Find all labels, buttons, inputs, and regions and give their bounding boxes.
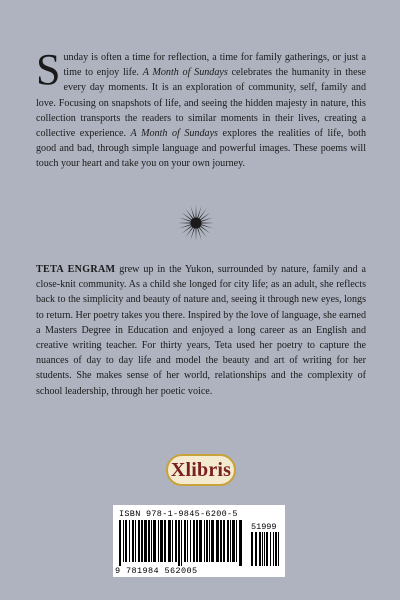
- book-blurb: [36, 45, 366, 172]
- barcode-number: 9 781984 562005: [115, 566, 198, 576]
- author-bio: [36, 262, 366, 399]
- publisher-logo: [166, 454, 236, 486]
- drop-cap: S: [36, 45, 61, 94]
- sun-ornament-icon: [176, 203, 216, 243]
- book-title-ref-1: A Month of Sundays: [142, 67, 228, 79]
- author-name: TETA ENGRAM: [36, 264, 116, 275]
- blurb-text-3: explores the realities of life, both good and bad, through simple language and powerful images. These poems will touch your heart and take you on your own journey.: [36, 128, 366, 170]
- isbn-barcode: [113, 505, 285, 577]
- book-title-ref-2: A Month of Sundays: [130, 128, 218, 140]
- author-bio-text: grew up in the Yukon, surrounded by nature, family and a close-knit community. As a child she longed for city life; as an adult, she reflects back to the simplicity and beauty of nature and, seeing it through new eyes, longs to return. Her poetry takes you there. Inspired by the love of language, she earned a Masters Degree in Education and enjoyed a long career as an English and creative writing teacher. For thirty years, Teta used her poetry to capture the nuances of day to day life and model the beauty and art of writing for her students. She makes sense of her world, relationships and the complexity of school leadership, through her poetic voice.: [36, 264, 366, 397]
- blurb-text-1: unday is often a time for reflection, a time for family gatherings, or just a time to enjoy life.: [63, 52, 366, 79]
- publisher-name: Xlibris: [170, 458, 232, 481]
- blurb-text-2: celebrates the humanity in these every day moments. It is an exploration of community, self, family and love. Focusing on snapshots of life, and seeing the hidden majesty in nature, this collection transports the readers to similar moments in their lives, creating a collective experience.: [36, 67, 366, 140]
- price-code: 51999: [251, 522, 277, 532]
- isbn-text: ISBN 978-1-9845-6200-5: [119, 509, 238, 519]
